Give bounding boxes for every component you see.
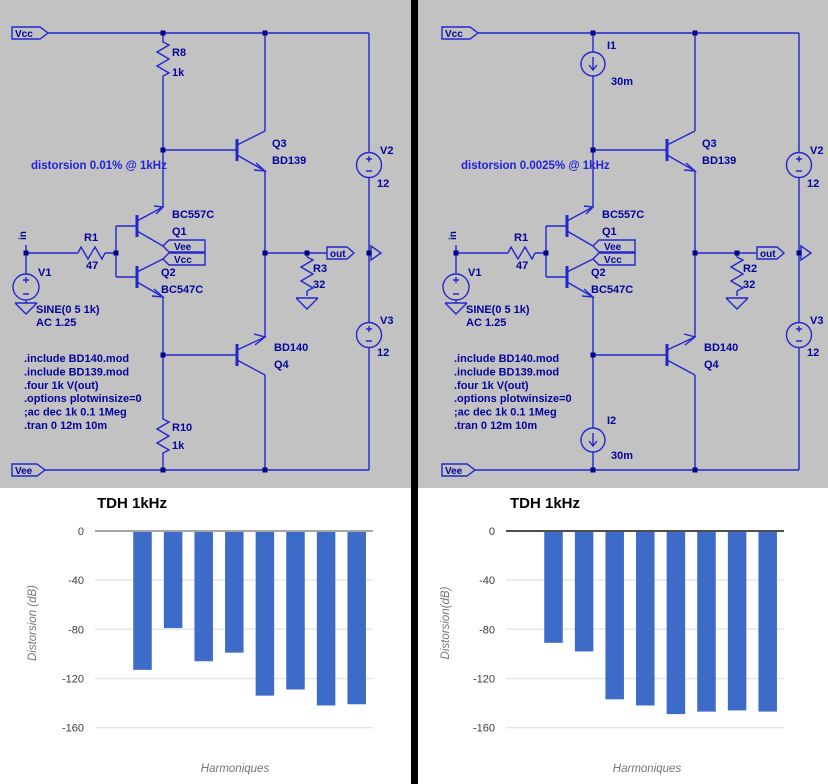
bar (347, 531, 366, 704)
load-ref: R3 (313, 263, 328, 275)
bottom-value: 30m (611, 450, 634, 462)
v1-ref: V1 (38, 267, 52, 279)
v3-value: 12 (377, 347, 390, 359)
r1-ref: R1 (84, 232, 99, 244)
bar (256, 531, 275, 696)
q1-ref: Q1 (172, 226, 187, 238)
q4-model: BD140 (274, 342, 309, 354)
y-tick-label: -80 (479, 624, 495, 637)
thd-chart-left (27, 495, 373, 775)
bar (164, 531, 183, 628)
bar (544, 531, 563, 643)
q1-net-flag: Vee (604, 242, 622, 253)
bar (605, 531, 624, 699)
v1-ac: AC 1.25 (466, 317, 507, 329)
spice-directive: .include BD139.mod (24, 366, 130, 379)
y-tick-label: 0 (488, 526, 495, 538)
top-ref: I1 (607, 40, 617, 52)
bottom-ref: I2 (607, 415, 617, 427)
y-axis-label: Distorsion (dB) (27, 584, 39, 662)
spice-directive: ;ac dec 1k 0.1 1Meg (24, 406, 127, 419)
spice-directive: .four 1k V(out) (454, 379, 529, 392)
y-tick-label: -40 (68, 575, 84, 588)
y-tick-label: -120 (472, 673, 495, 686)
spice-directive: .include BD139.mod (454, 366, 560, 379)
q4-ref: Q4 (704, 359, 719, 371)
spice-directive: .tran 0 12m 10m (24, 420, 108, 432)
q1-model: BC557C (172, 209, 215, 221)
x-axis-label: Harmoniques (612, 763, 682, 775)
spice-directive: .options plotwinsize=0 (24, 393, 142, 406)
out-flag: out (330, 249, 346, 260)
spice-directive: .options plotwinsize=0 (454, 393, 572, 406)
bottom-value: 1k (172, 440, 185, 452)
v1-sine: SINE(0 5 1k) (466, 304, 530, 316)
bar (225, 531, 244, 653)
y-tick-label: -160 (472, 722, 495, 735)
top-ref: R8 (172, 47, 187, 59)
bar (728, 531, 747, 710)
v3-ref: V3 (380, 315, 394, 327)
v3-ref: V3 (810, 315, 824, 327)
q2-net-flag: Vcc (174, 255, 192, 266)
bottom-ref: R10 (172, 422, 193, 434)
q3-model: BD139 (702, 155, 737, 167)
q2-ref: Q2 (591, 267, 606, 279)
q3-ref: Q3 (272, 138, 287, 150)
top-value: 30m (611, 76, 634, 88)
spice-directive: .include BD140.mod (24, 353, 130, 365)
r1-ref: R1 (514, 232, 529, 244)
bar (636, 531, 655, 705)
bar (575, 531, 594, 651)
chart-title: TDH 1kHz (97, 495, 168, 512)
vcc-flag: Vcc (15, 29, 33, 40)
v2-value: 12 (377, 178, 390, 190)
v3-value: 12 (807, 347, 820, 359)
q3-model: BD139 (272, 155, 307, 167)
y-tick-label: -160 (61, 722, 84, 735)
load-value: 32 (743, 279, 756, 291)
y-tick-label: -40 (479, 575, 495, 588)
bar (286, 531, 305, 690)
distortion-note: distorsion 0.0025% @ 1kHz (461, 160, 610, 172)
v2-value: 12 (807, 178, 820, 190)
spice-directive: .four 1k V(out) (24, 379, 99, 392)
bar (667, 531, 686, 714)
q2-model: BC547C (591, 284, 634, 296)
q2-ref: Q2 (161, 267, 176, 279)
y-tick-label: 0 (77, 526, 84, 538)
load-ref: R2 (743, 263, 758, 275)
chart-title: TDH 1kHz (510, 495, 581, 512)
q1-ref: Q1 (602, 226, 617, 238)
spice-directive: .include BD140.mod (454, 353, 560, 365)
thd-chart-right (440, 495, 784, 775)
v1-ref: V1 (468, 267, 482, 279)
q2-net-flag: Vcc (604, 255, 622, 266)
r1-value: 47 (516, 260, 529, 272)
bar (133, 531, 152, 670)
y-tick-label: -80 (68, 624, 84, 637)
x-axis-label: Harmoniques (200, 763, 270, 775)
q3-ref: Q3 (702, 138, 717, 150)
bar (194, 531, 213, 661)
bar (697, 531, 716, 712)
q2-model: BC547C (161, 284, 204, 296)
v2-ref: V2 (810, 145, 824, 157)
q1-model: BC557C (602, 209, 645, 221)
bar (317, 531, 336, 705)
spice-directive: ;ac dec 1k 0.1 1Meg (454, 406, 557, 419)
q1-net-flag: Vee (174, 242, 192, 253)
q4-model: BD140 (704, 342, 739, 354)
v1-ac: AC 1.25 (36, 317, 77, 329)
load-value: 32 (313, 279, 326, 291)
y-axis-label: Distorsion(dB) (440, 586, 452, 660)
y-tick-label: -120 (61, 673, 84, 686)
r1-value: 47 (86, 260, 99, 272)
vee-flag: Vee (15, 466, 33, 477)
out-flag: out (760, 249, 776, 260)
v2-ref: V2 (380, 145, 394, 157)
bar (758, 531, 777, 712)
distortion-note: distorsion 0.01% @ 1kHz (31, 160, 167, 172)
in-label: in (448, 231, 459, 240)
vee-flag: Vee (445, 466, 463, 477)
panel-separator (411, 0, 418, 784)
vcc-flag: Vcc (445, 29, 463, 40)
in-label: in (18, 231, 29, 240)
v1-sine: SINE(0 5 1k) (36, 304, 100, 316)
spice-directive: .tran 0 12m 10m (454, 420, 538, 432)
q4-ref: Q4 (274, 359, 289, 371)
top-value: 1k (172, 67, 185, 79)
